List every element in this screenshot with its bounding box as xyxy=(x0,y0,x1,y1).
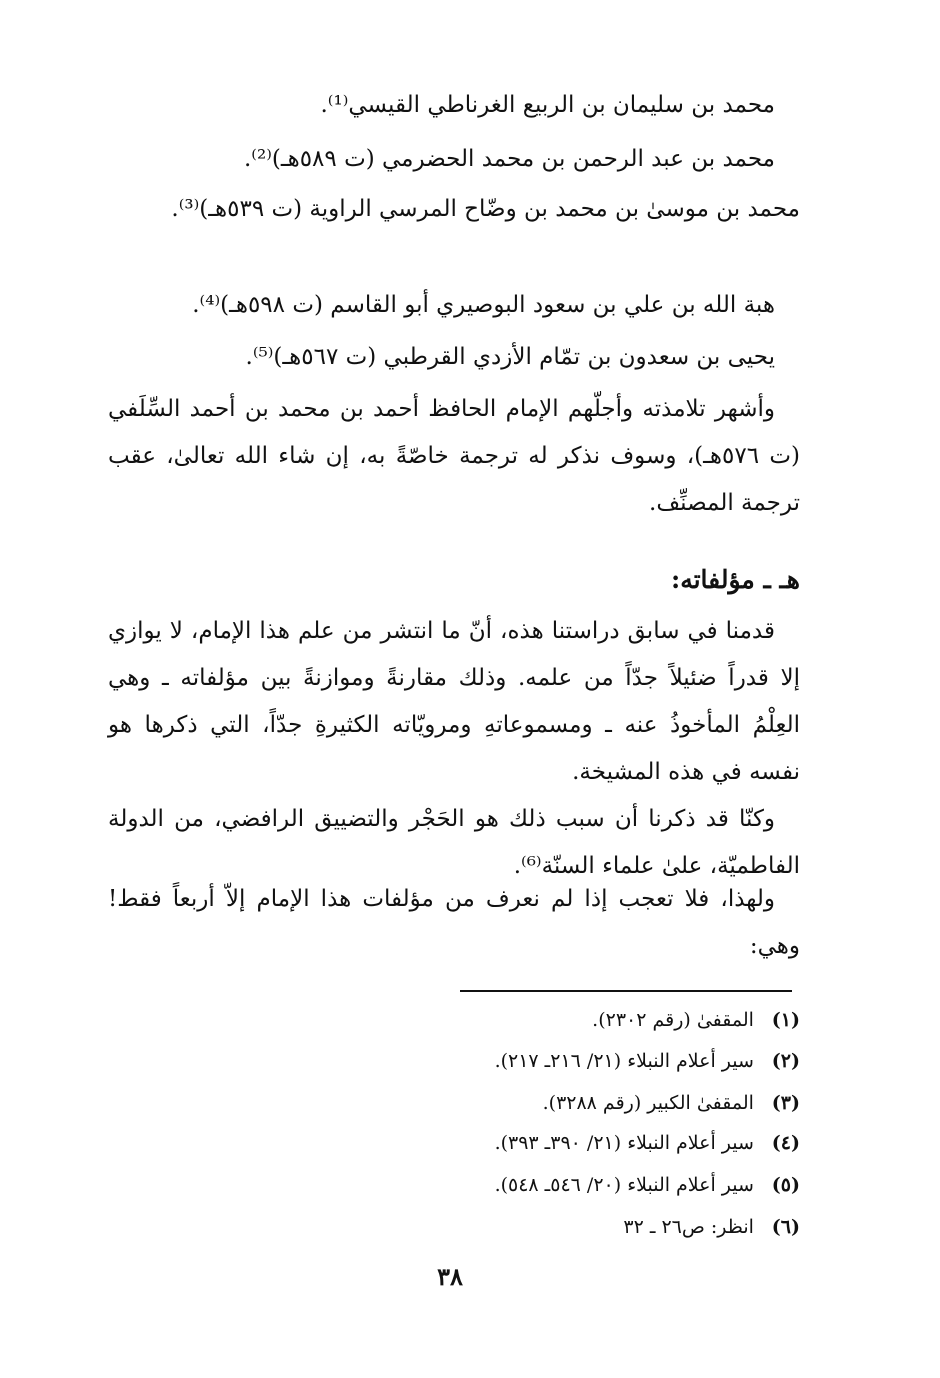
footnote xyxy=(108,1005,800,1035)
teacher-entry-4: هبة الله بن علي بن سعود البوصيري أبو القاسم (ت ٥٩٨هـ)⁽⁴⁾. xyxy=(192,292,775,318)
footnote-number: (١) xyxy=(771,1009,800,1031)
footnote-number: (٤) xyxy=(771,1132,800,1154)
footnote-text: سير أعلام النبلاء (٢٠/ ٥٤٦ـ ٥٤٨). xyxy=(494,1174,754,1196)
footnote-text: انظر: ص٢٦ ـ ٣٢ xyxy=(623,1216,754,1238)
students-paragraph: وأشهر تلامذته وأجلّهم الإمام الحافظ أحمد بن محمد بن أحمد السِّلَفي (ت ٥٧٦هـ)، وسوف نذكر له ترجمة خاصّةً به، إن شاء الله تعالىٰ، عقب ترجمة المصنِّف. xyxy=(108,396,800,516)
footnote xyxy=(108,1046,800,1076)
footnote xyxy=(108,1128,800,1158)
footnote-text: المقفىٰ الكبير (رقم ٣٢٨٨). xyxy=(542,1092,754,1114)
footnote-separator xyxy=(460,990,792,992)
footnote xyxy=(108,1088,800,1118)
footnote xyxy=(108,1170,800,1200)
footnote-text: سير أعلام النبلاء (٢١/ ٢١٦ـ ٢١٧). xyxy=(494,1050,754,1072)
teacher-entry-5: يحيى بن سعدون بن تمّام الأزدي القرطبي (ت ٥٦٧هـ)⁽⁵⁾. xyxy=(245,344,775,370)
teacher-entry-1: محمد بن سليمان بن الربيع الغرناطي القيسي⁽¹⁾. xyxy=(320,92,775,118)
footnote-number: (٣) xyxy=(771,1092,800,1114)
section-heading: هـ ـ مؤلفاته: xyxy=(670,565,800,594)
footnote xyxy=(108,1212,800,1242)
footnote-number: (٥) xyxy=(771,1174,800,1196)
footnote-text: المقفىٰ (رقم ٢٣٠٢). xyxy=(592,1009,754,1031)
teacher-entry-3: محمد بن موسىٰ بن محمد بن وضّاح المرسي الراوية (ت ٥٣٩هـ)⁽³⁾. xyxy=(171,196,800,222)
teacher-entry-2: محمد بن عبد الرحمن بن محمد الحضرمي (ت ٥٨٩هـ)⁽²⁾. xyxy=(244,146,775,172)
works-paragraph-2: وكنّا قد ذكرنا أن سبب ذلك هو الحَجْر والتضييق الرافضي، من الدولة الفاطميّة، علىٰ علماء السنّة⁽⁶⁾. xyxy=(108,806,800,879)
footnote-number: (٢) xyxy=(771,1050,800,1072)
works-paragraph-3: ولهذا، فلا تعجب إذا لم نعرف من مؤلفات هذا الإمام إلاّ أربعاً فقط! وهي: xyxy=(108,886,800,959)
works-paragraph-1: قدمنا في سابق دراستنا هذه، أنّ ما انتشر من علم هذا الإمام، لا يوازي إلا قدراً ضئيلاً جدّاً من علمه. وذلك مقارنةً وموازنةً بين مؤلفاته ـ وهي العِلْمُ المأخوذُ عنه ـ ومسموعاتهِ ومرويّاته الكثيرةِ جدّاً، التي ذكرها هو نفسه في هذه المشيخة. xyxy=(108,618,800,785)
footnote-number: (٦) xyxy=(771,1216,800,1238)
page-number: ٣٨ xyxy=(437,1262,463,1291)
footnote-text: سير أعلام النبلاء (٢١/ ٣٩٠ـ ٣٩٣). xyxy=(494,1132,754,1154)
